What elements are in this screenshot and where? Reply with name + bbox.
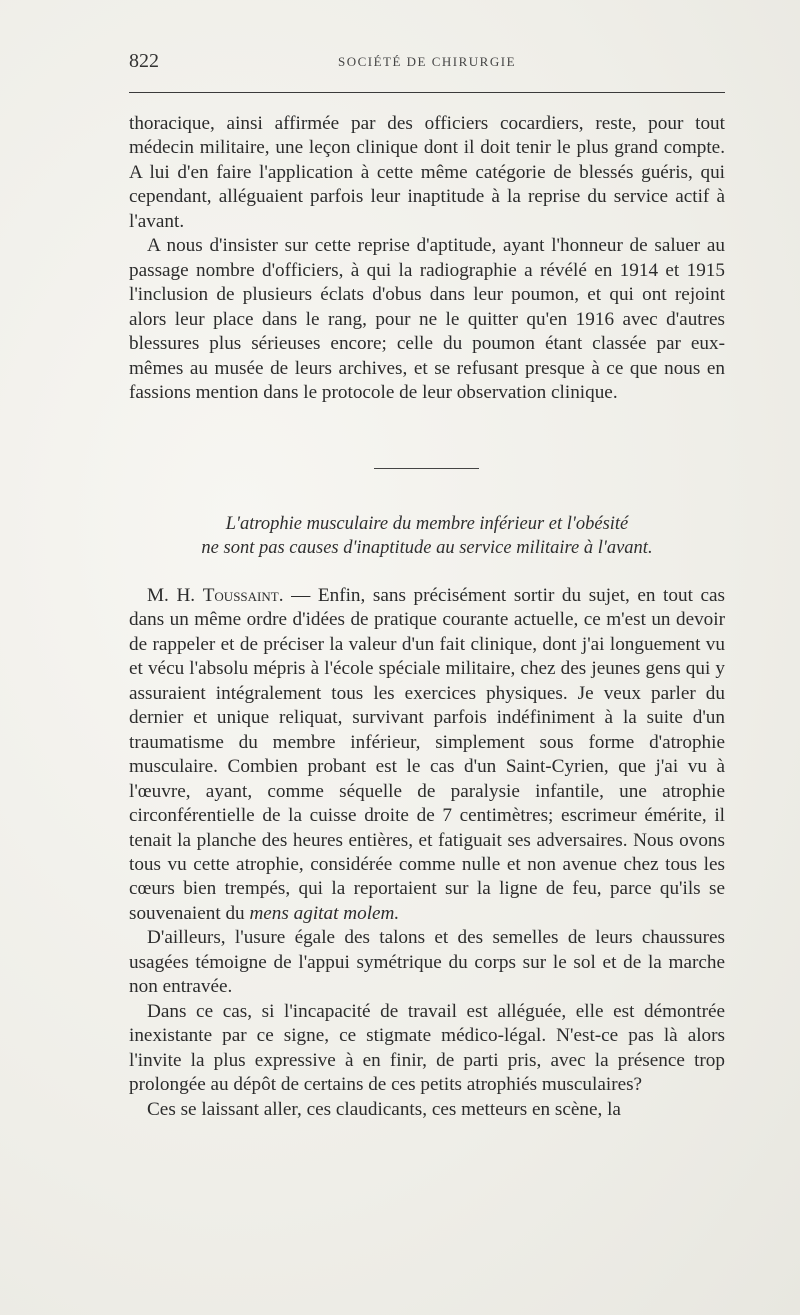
section-divider — [374, 468, 479, 469]
paragraph-6: Ces se laissant aller, ces claudicants, ces metteurs en scène, la — [147, 1098, 621, 1120]
section-title-line-2: ne sont pas causes d'inaptitude au service militaire à l'avant. — [201, 538, 653, 558]
paragraph-1: thoracique, ainsi affirmée par des officiers cocardiers, reste, pour tout médecin militaire, une leçon clinique dont il doit tenir le plus grand compte. A lui d'en faire l'application à cette même catégorie de blessés guéris, qui cependant, alléguaient parfois leur inaptitude à la reprise du service actif à l'avant. — [129, 113, 725, 232]
speaker-name: Toussaint — [202, 585, 279, 606]
running-title: SOCIÉTÉ DE CHIRURGIE — [337, 54, 517, 69]
speech-block — [129, 584, 725, 1122]
section-title — [129, 512, 725, 560]
top-text-block — [129, 112, 725, 405]
latin-quote: mens agitat molem. — [249, 902, 400, 924]
paragraph-3 — [129, 584, 725, 926]
header-rule — [129, 92, 725, 93]
page-header — [129, 50, 725, 78]
paragraph-2: A nous d'insister sur cette reprise d'aptitude, ayant l'honneur de saluer au passage nombre d'officiers, à qui la radiographie a révélé en 1914 et 1915 l'inclusion de plusieurs éclats d'obus dans leur poumon, et qui ont rejoint alors leur place dans le rang, pour ne le quitter qu'en 1916 avec d'autres blessures plus sérieuses encore; celle du poumon étant classée par eux-mêmes au musée de leurs archives, et se refusant presque à ce que nous en fassions mention dans le protocole de leur observation clinique. — [129, 235, 725, 403]
speaker-initial: M. H. — [147, 585, 196, 606]
paragraph-3-text: . — Enfin, sans précisément sortir du sujet, en tout cas dans un même ordre d'idées de pratique courante actuelle, ce m'est un devoir de rappeler et de préciser la valeur d'un fait clinique, dont j'ai longuement vu et vécu l'absolu mépris à l'école spéciale militaire, chez des jeunes gens qui y assuraient intégralement tous les exercices physiques. Je veux parler du dernier et unique reliquat, survivant parfois indéfiniment à la suite d'un traumatisme du membre inférieur, simplement sous forme d'atrophie musculaire. Combien probant est le cas d'un Saint-Cyrien, que j'ai vu à l'œuvre, ayant, comme séquelle de paralysie infantile, une atrophie circonférentielle de la cuisse droite de 7 centimètres; escrimeur émérite, il tenait la planche des heures entières, et fatiguait ses adversaires. Nous ovons tous vu cette atrophie, considérée comme nulle et non avenue chez tous les cœurs bien trempés, qui la reportaient sur la ligne de feu, parce qu'ils se souvenaient du — [129, 585, 725, 924]
paragraph-4: D'ailleurs, l'usure égale des talons et des semelles de leurs chaussures usagées témoigne de l'appui symétrique du corps sur le sol et de la marche non entravée. — [129, 927, 725, 998]
page-number: 822 — [129, 50, 159, 72]
paragraph-5: Dans ce cas, si l'incapacité de travail est alléguée, elle est démontrée inexistante par ce signe, ce stigmate médico-légal. N'est-ce pas là alors l'invite la plus expressive à en finir, de parti pris, avec la présence trop prolongée au dépôt de certains de ces petits atrophiés musculaires? — [129, 1000, 725, 1096]
section-title-line-1: L'atrophie musculaire du membre inférieur et l'obésité — [225, 514, 629, 534]
